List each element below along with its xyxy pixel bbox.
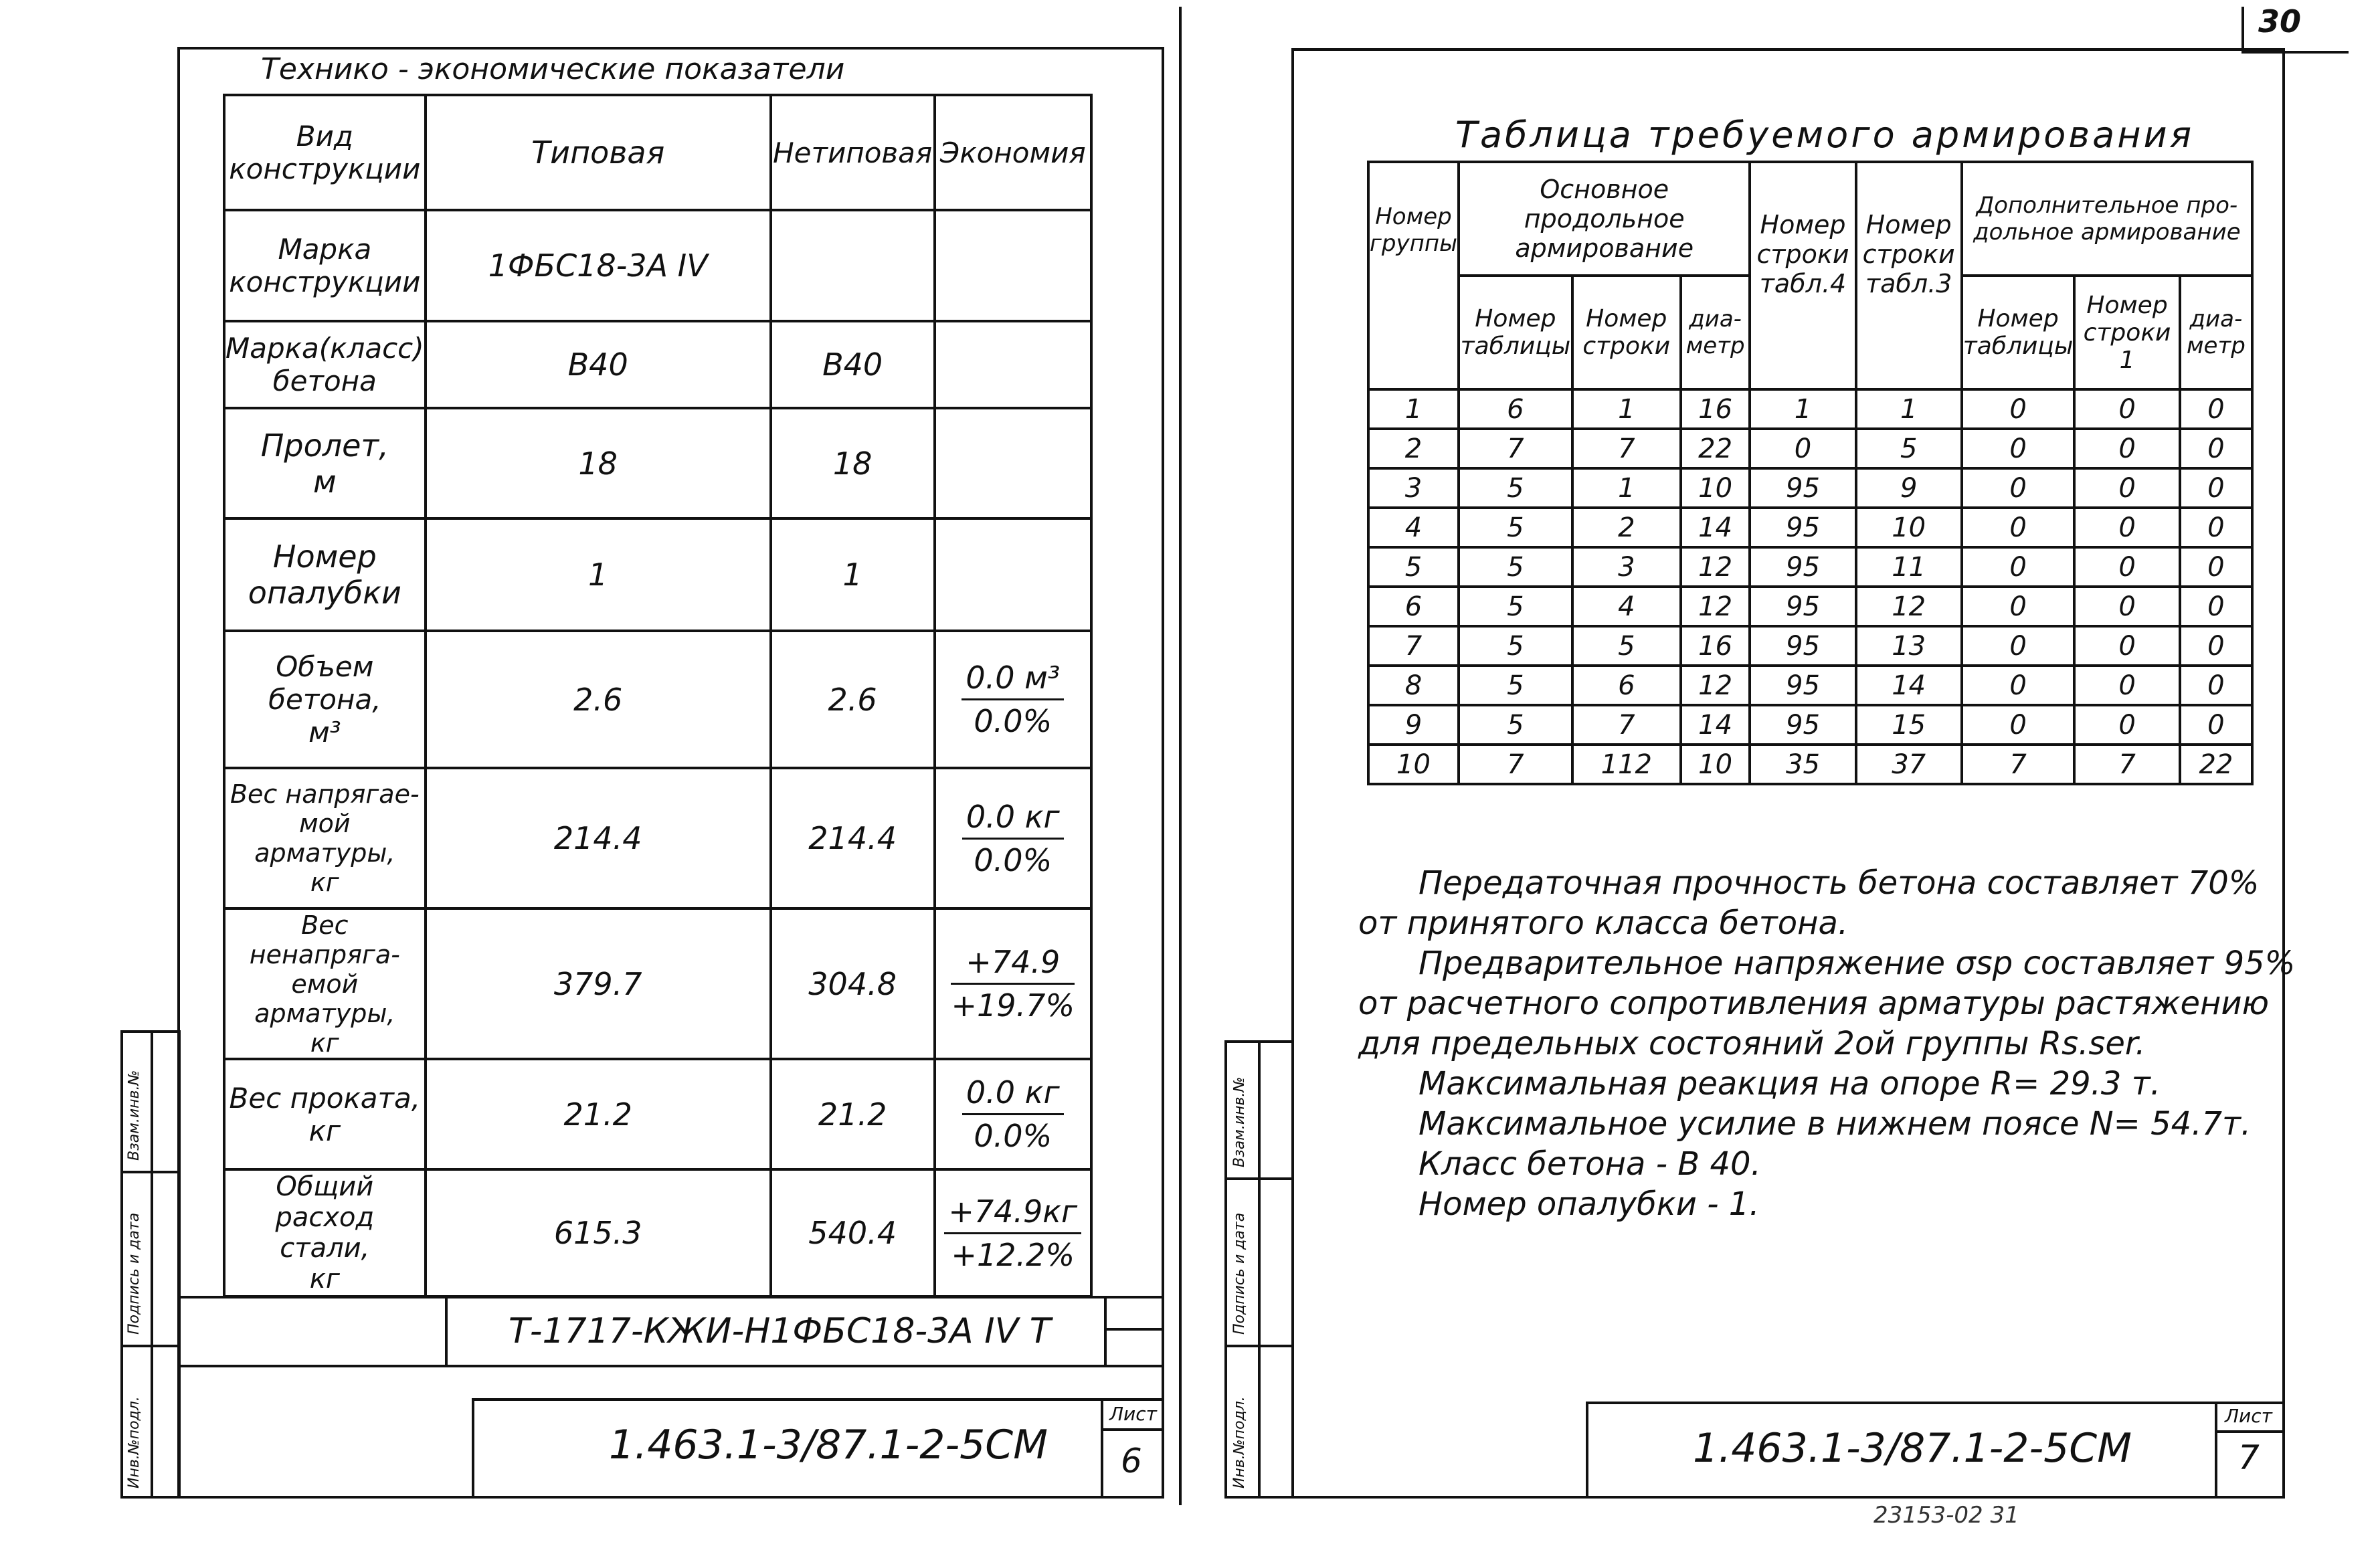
economics-table [223,94,1093,1298]
reinforcement-cell: 0 [2180,705,2252,745]
reinforcement-cell: 12 [1856,587,1962,626]
note-line: от принятого класса бетона. [1358,904,1849,942]
reinforcement-cell: 1 [1856,389,1962,429]
reinforcement-cell: 1 [1368,389,1459,429]
row-typical: 18 [426,408,771,518]
row-label: Номер опалубки [224,518,426,631]
reinforcement-cell: 12 [1681,666,1750,705]
reinforcement-cell: 13 [1856,626,1962,666]
reinforcement-table-body [1368,389,2252,784]
reinforcement-cell: 7 [1572,429,1681,468]
economy-percent: 0.0% [974,1118,1052,1154]
reinforcement-cell: 0 [2074,389,2179,429]
reinforcement-cell: 16 [1681,626,1750,666]
reinforcement-cell: 5 [1459,587,1572,626]
reinforcement-cell: 7 [1459,429,1572,468]
reinforcement-cell: 14 [1681,705,1750,745]
row-economy [935,321,1091,408]
right-strip-label-sign: Подпись и дата [1231,1212,1248,1335]
row-nontypical: 18 [771,408,935,518]
reinforcement-cell: 2 [1572,508,1681,547]
reinforcement-cell: 0 [2180,508,2252,547]
row-typical: 615.3 [426,1169,771,1296]
note-line: Максимальное усилие в нижнем поясе N= 54.7т. [1418,1105,2252,1143]
economy-percent: +12.2% [951,1236,1075,1273]
left-strip-label-inv: Инв.№подл. [126,1396,143,1488]
reinforcement-cell: 5 [1572,626,1681,666]
footer-stamp: 23153-02 31 [1873,1502,2019,1529]
economy-percent: 0.0% [974,842,1052,878]
row-typical: 2.6 [426,631,771,768]
economy-value: +74.9 [951,944,1075,985]
reinforcement-cell: 14 [1856,666,1962,705]
reinforcement-row [1368,745,2252,784]
header-extra-table: Номер таблицы [1962,276,2075,389]
reinforcement-cell: 0 [1750,429,1855,468]
row-typical: 214.4 [426,768,771,908]
reinforcement-cell: 22 [1681,429,1750,468]
reinforcement-cell: 112 [1572,745,1681,784]
reinforcement-cell: 10 [1368,745,1459,784]
row-typical: 21.2 [426,1059,771,1169]
row-nontypical: 304.8 [771,908,935,1059]
header-main-reinforcement: Основное продольное армирование [1459,162,1750,276]
right-doc-code: 1.463.1-3/87.1-2-5СМ [1693,1425,2132,1472]
reinforcement-cell: 15 [1856,705,1962,745]
row-economy [935,768,1091,908]
right-sheet-label: Лист [2225,1405,2272,1427]
right-sheet-number: 7 [2238,1438,2260,1477]
reinforcement-cell: 14 [1681,508,1750,547]
reinforcement-cell: 16 [1681,389,1750,429]
economy-percent: +19.7% [951,987,1075,1024]
reinforcement-cell: 5 [1459,666,1572,705]
reinforcement-cell: 0 [2074,705,2179,745]
reinforcement-cell: 95 [1750,626,1855,666]
row-nontypical: 214.4 [771,768,935,908]
right-table-title: Таблица требуемого армирования [1455,114,2195,156]
reinforcement-cell: 0 [2074,468,2179,508]
row-label: Пролет, м [224,408,426,518]
reinforcement-cell: 0 [1962,626,2075,666]
reinforcement-cell: 6 [1459,389,1572,429]
header-main-row: Номер строки [1572,276,1681,389]
reinforcement-cell: 5 [1459,508,1572,547]
reinforcement-row [1368,389,2252,429]
left-title-block-sheet-divider [1101,1398,1103,1499]
reinforcement-cell: 0 [2074,666,2179,705]
reinforcement-cell: 0 [1962,547,2075,587]
col-header-economy: Экономия [935,95,1091,210]
header-group: Номер группы [1368,162,1459,389]
left-code-band-mid [1104,1328,1164,1331]
reinforcement-cell: 0 [2074,626,2179,666]
reinforcement-cell: 6 [1368,587,1459,626]
reinforcement-cell: 1 [1572,389,1681,429]
economy-value: +74.9кг [944,1193,1081,1234]
left-strip-label-sign: Подпись и дата [126,1212,143,1335]
reinforcement-cell: 7 [1572,705,1681,745]
reinforcement-cell: 0 [1962,429,2075,468]
reinforcement-cell: 35 [1750,745,1855,784]
col-header-type: Вид конструкции [224,95,426,210]
reinforcement-cell: 12 [1681,547,1750,587]
reinforcement-cell: 6 [1572,666,1681,705]
right-title-block-sheet-divider [2215,1402,2217,1499]
reinforcement-row [1368,705,2252,745]
header-main-diameter: диа- метр [1681,276,1750,389]
economy-percent: 0.0% [974,703,1052,739]
reinforcement-cell: 95 [1750,666,1855,705]
reinforcement-cell: 9 [1856,468,1962,508]
reinforcement-cell: 10 [1681,468,1750,508]
note-line: Предварительное напряжение σsp составляет 95% [1418,945,2296,982]
reinforcement-cell: 0 [2180,468,2252,508]
economy-value: 0.0 кг [962,1074,1064,1115]
row-economy [935,1059,1091,1169]
reinforcement-cell: 5 [1459,468,1572,508]
reinforcement-cell: 0 [2074,547,2179,587]
col-header-typical: Типовая [426,95,771,210]
reinforcement-cell: 0 [1962,508,2075,547]
reinforcement-row [1368,666,2252,705]
header-extra-reinforcement: Дополнительное про- дольное армирование [1962,162,2252,276]
left-title-block-sheet-label-line [1101,1428,1164,1431]
reinforcement-cell: 1 [1572,468,1681,508]
reinforcement-cell: 0 [1962,389,2075,429]
note-line: Класс бетона - В 40. [1418,1145,1761,1183]
center-divider [1179,7,1182,1505]
reinforcement-row [1368,508,2252,547]
right-title-block-sheet-label-line [2215,1430,2285,1433]
reinforcement-cell: 10 [1856,508,1962,547]
left-code-band-bottom [177,1365,1164,1367]
reinforcement-cell: 0 [1962,468,2075,508]
reinforcement-cell: 7 [1459,745,1572,784]
reinforcement-row [1368,429,2252,468]
row-label: Общий расход стали, кг [224,1169,426,1296]
left-code-line: Т-1717-КЖИ-Н1ФБС18-3А IV Т [509,1311,1051,1351]
reinforcement-row [1368,468,2252,508]
note-line: от расчетного сопротивления арматуры растяжению [1358,985,2270,1022]
reinforcement-cell: 7 [1962,745,2075,784]
reinforcement-row [1368,547,2252,587]
row-typical: 1 [426,518,771,631]
row-economy [935,631,1091,768]
reinforcement-row [1368,626,2252,666]
reinforcement-cell: 2 [1368,429,1459,468]
row-label: Вес ненапряга- емой арматуры, кг [224,908,426,1059]
row-economy [935,518,1091,631]
row-label: Вес проката, кг [224,1059,426,1169]
reinforcement-cell: 0 [2180,389,2252,429]
reinforcement-cell: 5 [1459,705,1572,745]
row-typical: 1ФБС18-3А IV [426,210,771,321]
economy-value: 0.0 м³ [962,660,1064,700]
note-line: для предельных состояний 2ой группы Rs.ser. [1358,1025,2146,1062]
reinforcement-cell: 8 [1368,666,1459,705]
note-line: Максимальная реакция на опоре R= 29.3 т. [1418,1065,2161,1102]
row-label: Объем бетона, м³ [224,631,426,768]
reinforcement-cell: 95 [1750,587,1855,626]
reinforcement-cell: 0 [2074,508,2179,547]
header-row-table3: Номер строки табл.3 [1856,162,1962,389]
reinforcement-cell: 95 [1750,547,1855,587]
header-main-table: Номер таблицы [1459,276,1572,389]
page-number: 30 [2258,3,2302,39]
note-line: Передаточная прочность бетона составляет 70% [1418,864,2260,902]
left-strip-divider-v [151,1030,153,1499]
reinforcement-cell: 11 [1856,547,1962,587]
left-table-title: Технико - экономические показатели [261,52,845,86]
left-sheet-number: 6 [1121,1442,1142,1480]
reinforcement-cell: 4 [1572,587,1681,626]
left-strip-label-vzam: Взам.инв.№ [126,1070,143,1161]
reinforcement-cell: 0 [2074,429,2179,468]
reinforcement-cell: 0 [1962,587,2075,626]
reinforcement-cell: 7 [2074,745,2179,784]
reinforcement-cell: 5 [1459,626,1572,666]
row-nontypical: 21.2 [771,1059,935,1169]
notes-block [1358,863,2295,1224]
row-economy [935,210,1091,321]
row-label: Вес напрягае- мой арматуры, кг [224,768,426,908]
row-nontypical: 540.4 [771,1169,935,1296]
left-code-band-top [177,1296,1164,1298]
header-row-table4: Номер строки табл.4 [1750,162,1855,389]
row-nontypical: 1 [771,518,935,631]
row-nontypical [771,210,935,321]
right-strip-label-inv: Инв.№подл. [1231,1396,1248,1488]
reinforcement-cell: 3 [1368,468,1459,508]
reinforcement-cell: 0 [2074,587,2179,626]
reinforcement-cell: 10 [1681,745,1750,784]
left-code-band-left [445,1296,448,1366]
reinforcement-cell: 37 [1856,745,1962,784]
left-code-band-right [1104,1296,1107,1366]
left-sheet-label: Лист [1109,1403,1157,1425]
reinforcement-cell: 7 [1368,626,1459,666]
reinforcement-cell: 95 [1750,705,1855,745]
page-number-divider [2241,7,2244,54]
row-economy [935,1169,1091,1296]
reinforcement-row [1368,587,2252,626]
right-strip-label-vzam: Взам.инв.№ [1231,1076,1248,1167]
reinforcement-cell: 22 [2180,745,2252,784]
reinforcement-cell: 5 [1459,547,1572,587]
row-nontypical: В40 [771,321,935,408]
reinforcement-cell: 1 [1750,389,1855,429]
row-label: Марка(класс) бетона [224,321,426,408]
reinforcement-cell: 0 [1962,666,2075,705]
row-typical: В40 [426,321,771,408]
reinforcement-cell: 5 [1856,429,1962,468]
reinforcement-cell: 5 [1368,547,1459,587]
note-line: Номер опалубки - 1. [1418,1185,1760,1223]
reinforcement-cell: 0 [2180,429,2252,468]
reinforcement-cell: 0 [2180,666,2252,705]
row-economy [935,908,1091,1059]
header-extra-row: Номер строки 1 [2074,276,2179,389]
reinforcement-cell: 0 [2180,626,2252,666]
row-nontypical: 2.6 [771,631,935,768]
reinforcement-cell: 0 [2180,547,2252,587]
reinforcement-table [1367,161,2254,785]
row-label: Марка конструкции [224,210,426,321]
reinforcement-cell: 3 [1572,547,1681,587]
row-economy [935,408,1091,518]
economy-value: 0.0 кг [962,799,1064,840]
col-header-nontypical: Нетиповая [771,95,935,210]
right-strip-divider-v [1258,1040,1261,1499]
header-extra-diameter: диа- метр [2180,276,2252,389]
reinforcement-cell: 12 [1681,587,1750,626]
reinforcement-cell: 0 [1962,705,2075,745]
reinforcement-cell: 9 [1368,705,1459,745]
reinforcement-cell: 95 [1750,468,1855,508]
reinforcement-cell: 0 [2180,587,2252,626]
left-doc-code: 1.463.1-3/87.1-2-5СМ [609,1422,1048,1468]
reinforcement-cell: 4 [1368,508,1459,547]
reinforcement-cell: 95 [1750,508,1855,547]
row-typical: 379.7 [426,908,771,1059]
